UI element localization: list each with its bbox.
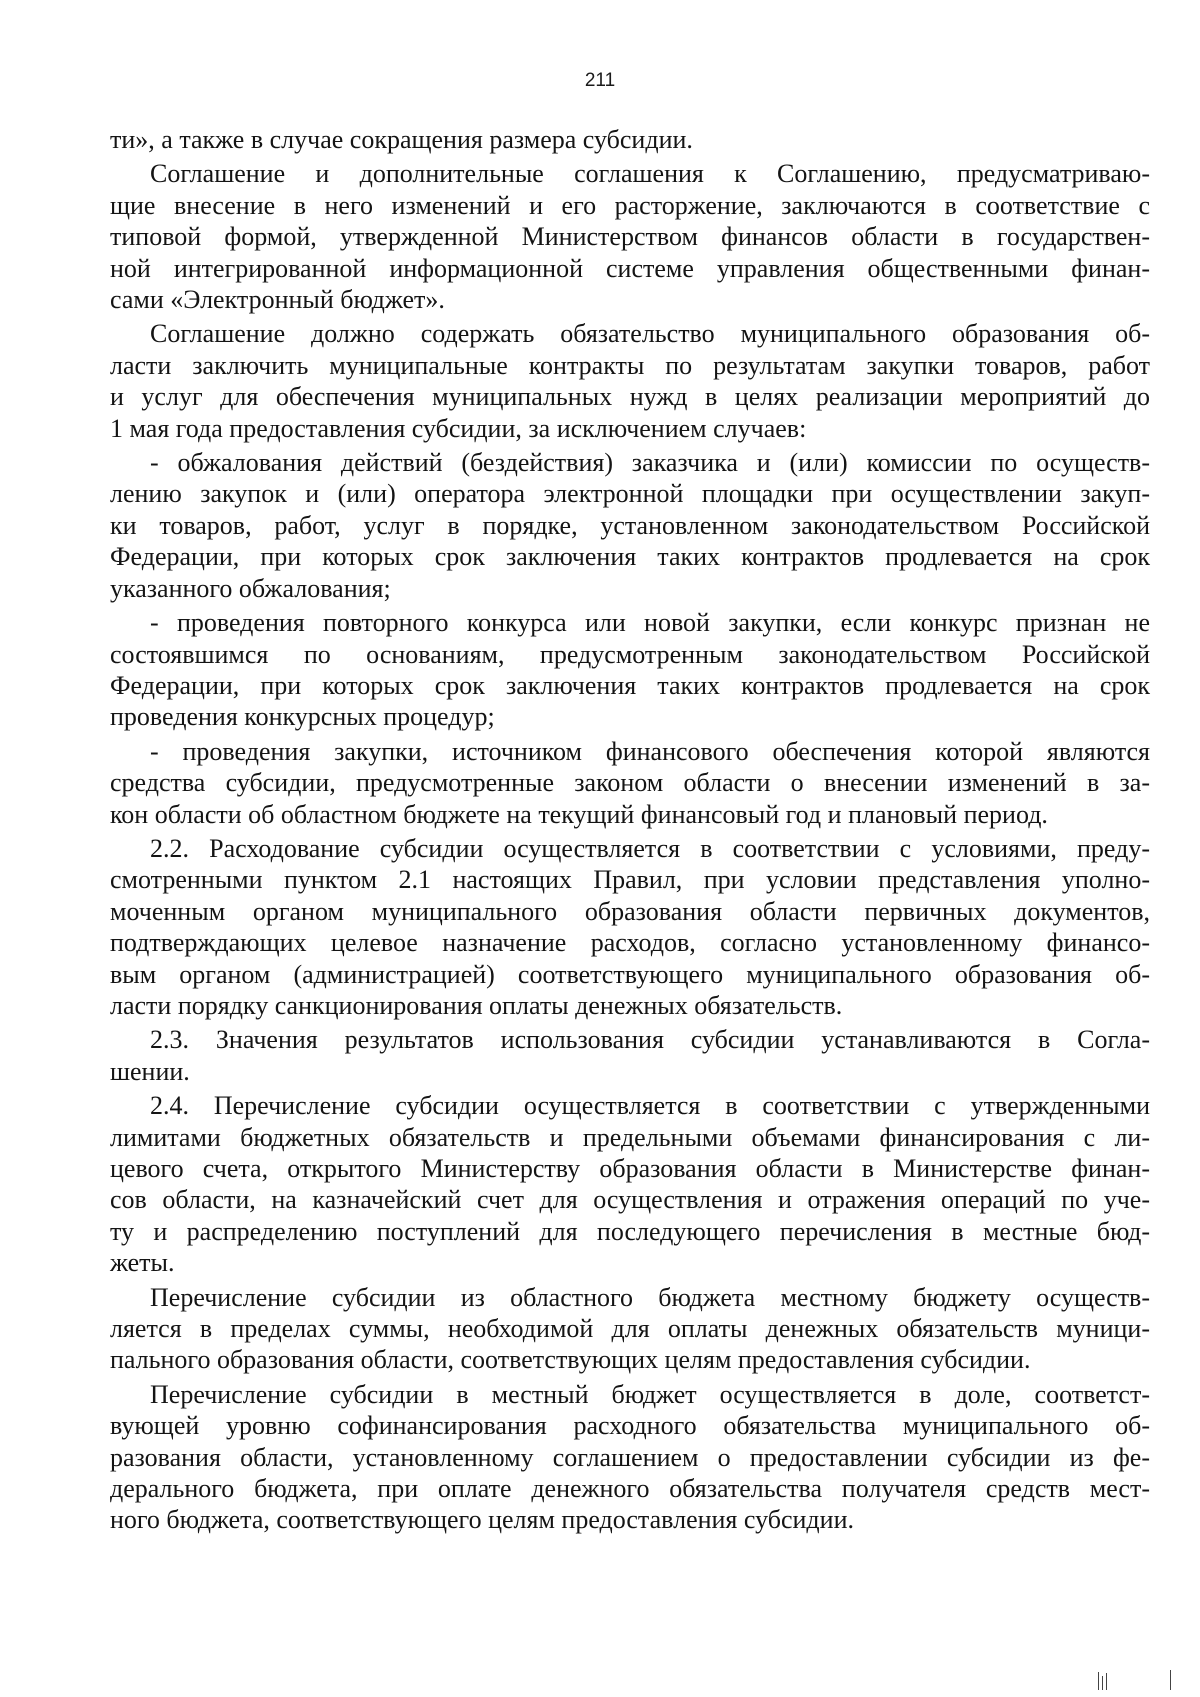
paragraph <box>110 736 1150 830</box>
text-line: сами «Электронный бюджет». <box>110 285 445 315</box>
text-line: жеты. <box>110 1248 175 1278</box>
paragraph <box>110 447 1150 604</box>
text-line: дерального бюджета, при оплате денежного обязательства получателя средств мест- <box>110 1474 1150 1504</box>
paragraph <box>110 318 1150 444</box>
text-line: лению закупок и (или) оператора электронной площадки при осуществлении закуп- <box>110 479 1150 509</box>
text-line: ти», а также в случае сокращения размера субсидии. <box>110 125 693 154</box>
scan-artifact <box>1102 1676 1103 1690</box>
text-line: - проведения закупки, источником финансового обеспечения которой являются <box>150 736 1150 766</box>
text-line: вующей уровню софинансирования расходного обязательства муниципального об- <box>110 1411 1150 1441</box>
paragraph <box>110 607 1150 733</box>
text-line: щие внесение в него изменений и его расторжение, заключаются в соответствие с <box>110 190 1150 220</box>
text-line: цевого счета, открытого Министерству образования области в Министерстве финан- <box>110 1154 1150 1183</box>
text-line: 2.3. Значения результатов использования субсидии устанавливаются в Согла- <box>150 1025 1150 1055</box>
text-line: 2.4. Перечисление субсидии осуществляется в соответствии с утвержденными <box>150 1091 1150 1121</box>
text-line: Федерации, при которых срок заключения таких контрактов продлевается на срок <box>110 670 1150 700</box>
text-line: 2.2. Расходование субсидии осуществляется в соответствии с условиями, преду- <box>150 833 1150 863</box>
text-line: Федерации, при которых срок заключения таких контрактов продлевается на срок <box>110 542 1150 572</box>
text-line: пального образования области, соответствующих целям предоставления субсидии. <box>110 1345 1031 1375</box>
text-line: Перечисление субсидии из областного бюджета местному бюджету осуществ- <box>150 1282 1150 1312</box>
text-line: ляется в пределах суммы, необходимой для оплаты денежных обязательств муници- <box>110 1314 1150 1344</box>
document-body <box>110 124 1150 1539</box>
scan-artifact <box>1170 1670 1171 1690</box>
text-line: проведения конкурсных процедур; <box>110 702 495 732</box>
text-line: - проведения повторного конкурса или новой закупки, если конкурс признан не <box>150 608 1150 638</box>
paragraph <box>110 1024 1150 1087</box>
text-line: и услуг для обеспечения муниципальных нужд в целях реализации мероприятий до <box>110 382 1150 412</box>
text-line: ласти заключить муниципальные контракты по результатам закупки товаров, работ <box>110 350 1150 380</box>
text-line: средства субсидии, предусмотренные законом области о внесении изменений в за- <box>110 768 1150 798</box>
text-line: - обжалования действий (бездействия) заказчика и (или) комиссии по осуществ- <box>150 448 1150 478</box>
text-line: ного бюджета, соответствующего целям предоставления субсидии. <box>110 1505 854 1535</box>
page-number: 211 <box>584 70 616 91</box>
text-line: 1 мая года предоставления субсидии, за исключением случаев: <box>110 413 807 443</box>
text-line: моченным органом муниципального образования области первичных документов, <box>110 896 1150 926</box>
text-line: Соглашение должно содержать обязательство муниципального образования об- <box>150 319 1150 349</box>
text-line: смотренными пунктом 2.1 настоящих Правил, при условии представления уполно- <box>110 865 1150 895</box>
scan-artifact <box>1106 1673 1107 1690</box>
text-line: ки товаров, работ, услуг в порядке, установленном законодательством Российской <box>110 510 1150 540</box>
text-line: указанного обжалования; <box>110 573 391 603</box>
paragraph <box>110 158 1150 315</box>
scan-artifact <box>1098 1672 1099 1690</box>
text-line: состоявшимся по основаниям, предусмотренным законодательством Российской <box>110 639 1150 669</box>
text-line: Перечисление субсидии в местный бюджет осуществляется в доле, соответст- <box>150 1379 1150 1409</box>
text-line: ласти порядку санкционирования оплаты денежных обязательств. <box>110 990 843 1020</box>
text-line: подтверждающих целевое назначение расходов, согласно установленному финансо- <box>110 928 1150 958</box>
text-line: сов области, на казначейский счет для осуществления и отражения операций по уче- <box>110 1185 1150 1215</box>
text-line: Соглашение и дополнительные соглашения к Соглашению, предусматриваю- <box>150 159 1150 189</box>
text-line: типовой формой, утвержденной Министерством финансов области в государствен- <box>110 222 1150 252</box>
paragraph <box>110 1379 1150 1536</box>
paragraph <box>110 124 1150 155</box>
paragraph <box>110 1090 1150 1278</box>
paragraph <box>110 833 1150 1021</box>
text-line: ной интегрированной информационной системе управления общественными финан- <box>110 253 1150 283</box>
text-line: вым органом (администрацией) соответствующего муниципального образования об- <box>110 959 1150 989</box>
text-line: разования области, установленному соглашением о предоставлении субсидии из фе- <box>110 1442 1150 1472</box>
paragraph <box>110 1282 1150 1376</box>
text-line: кон области об областном бюджете на текущий финансовый год и плановый период. <box>110 799 1048 829</box>
text-line: шении. <box>110 1056 190 1086</box>
text-line: ту и распределению поступлений для последующего перечисления в местные бюд- <box>110 1216 1150 1246</box>
text-line: лимитами бюджетных обязательств и предельными объемами финансирования с ли- <box>110 1122 1150 1152</box>
